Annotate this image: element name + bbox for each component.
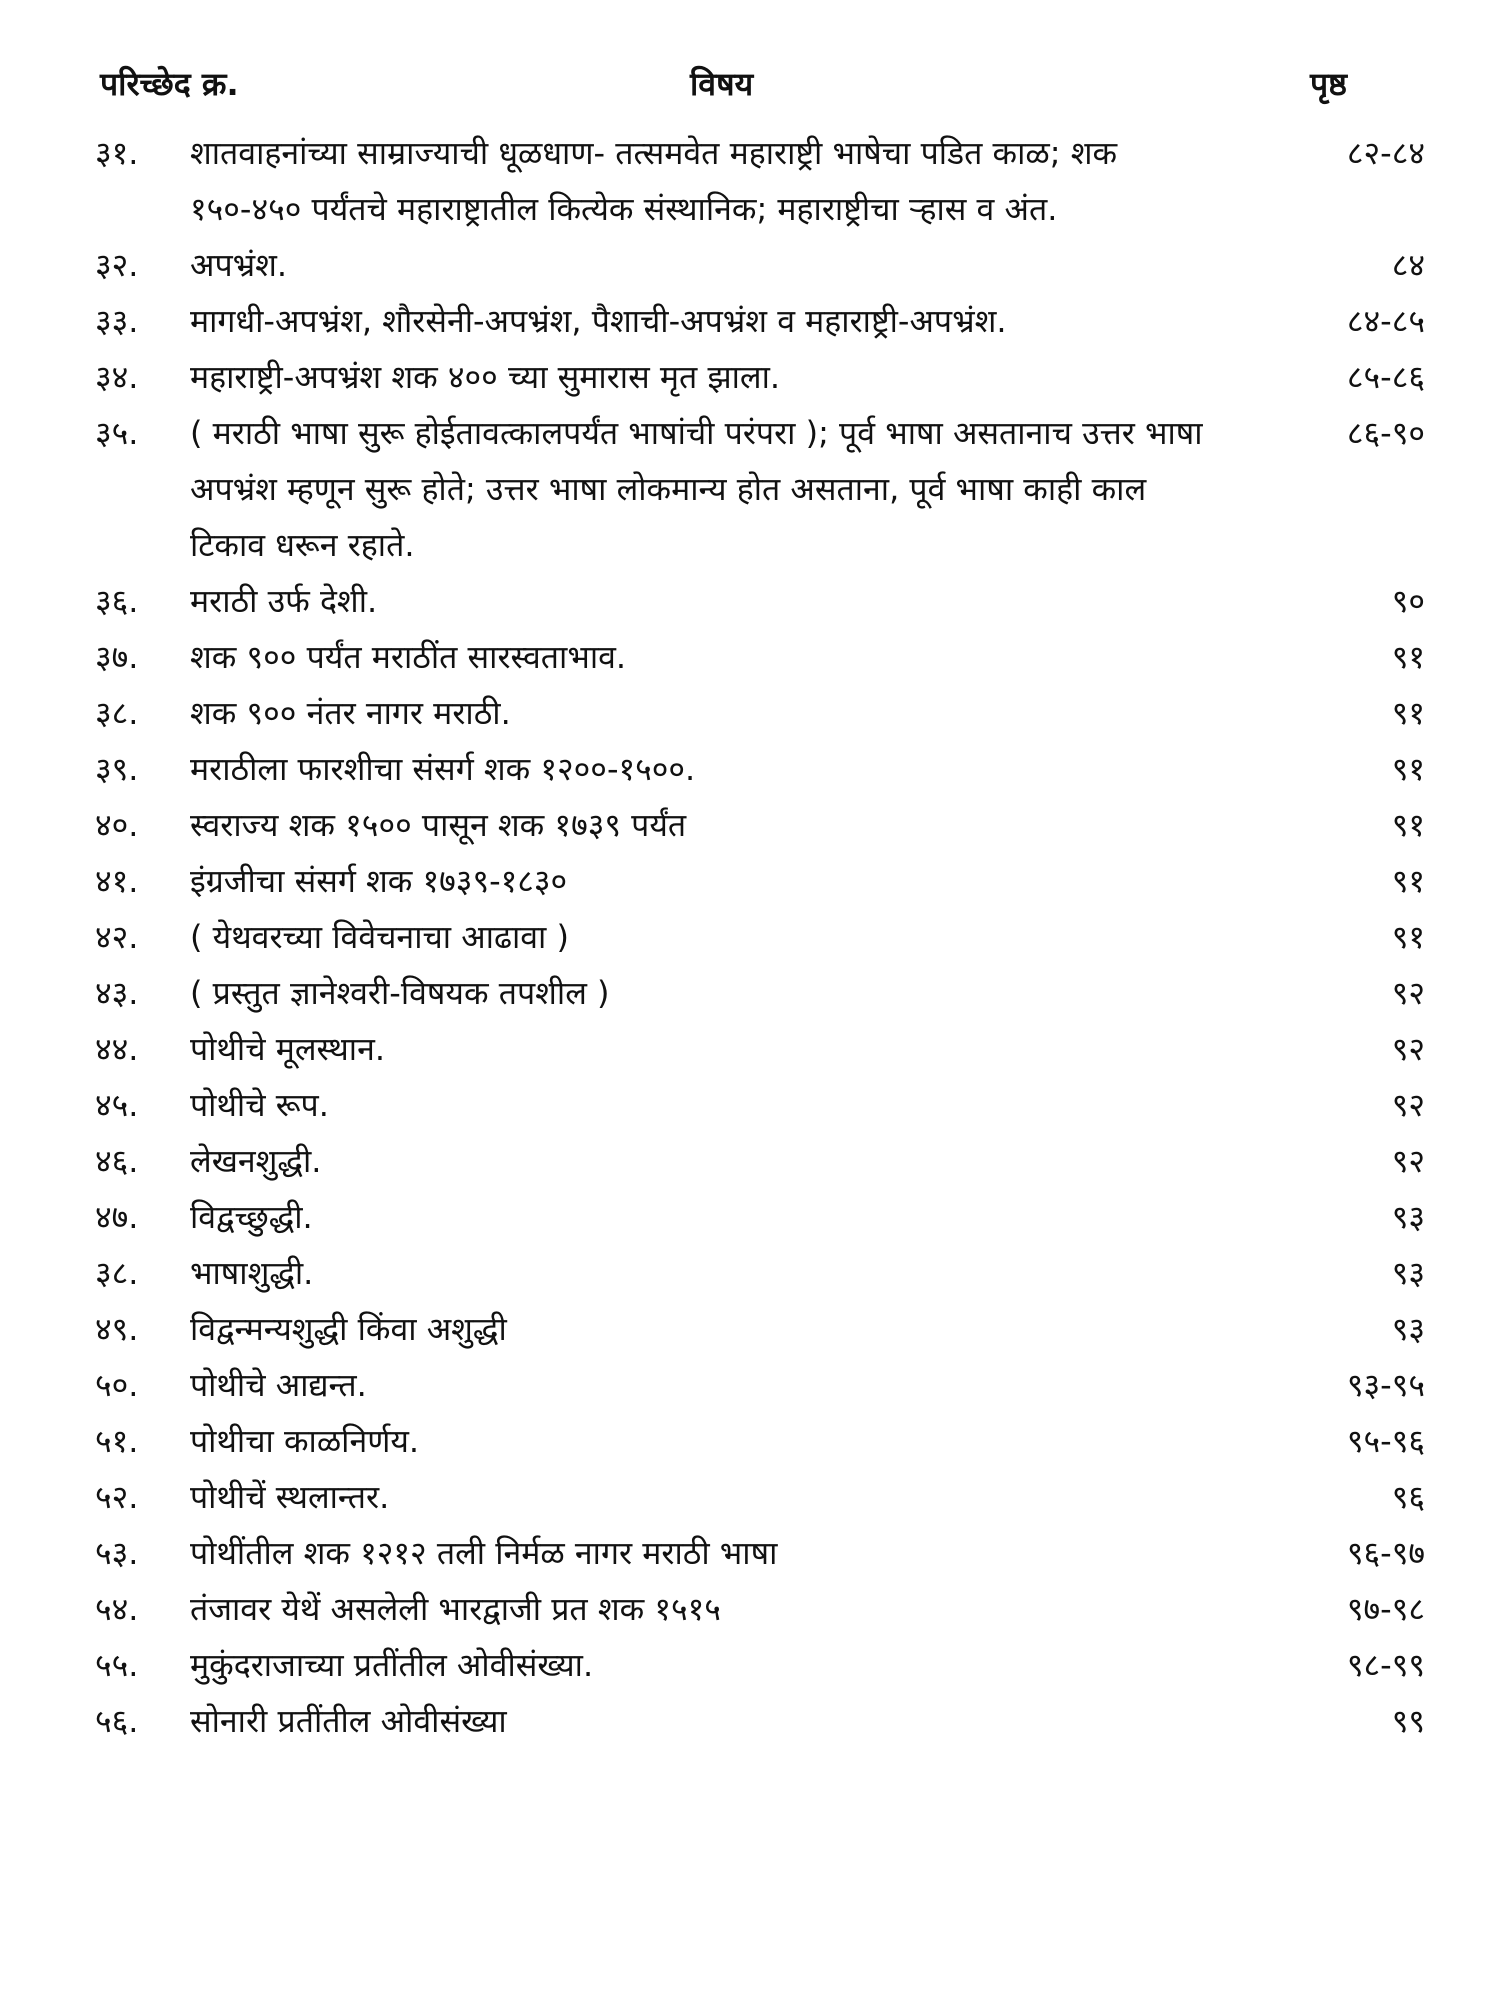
page-reference: ८२-८४ bbox=[1346, 134, 1425, 172]
page-reference: ९५-९६ bbox=[1346, 1422, 1425, 1460]
page-reference: ९३ bbox=[1391, 1198, 1425, 1236]
page-reference: ९९ bbox=[1391, 1702, 1425, 1740]
contents-entry bbox=[0, 1133, 1500, 1189]
section-subject: विद्वन्मन्यशुद्धी किंवा अशुद्धी bbox=[190, 1310, 507, 1348]
page-reference: ९१ bbox=[1391, 638, 1425, 676]
section-subject: लेखनशुद्धी. bbox=[190, 1142, 322, 1180]
section-subject: पोथीचे आद्यन्त. bbox=[190, 1366, 367, 1404]
contents-entry bbox=[0, 293, 1500, 349]
contents-entry bbox=[0, 1021, 1500, 1077]
section-number: ४२. bbox=[95, 918, 139, 956]
section-subject: शातवाहनांच्या साम्राज्याची धूळधाण- तत्समवेत महाराष्ट्री भाषेचा पडित काळ; शक १५०-४५० पर्यंतचे महाराष्ट्रातील कित्येक संस्थानिक; महाराष्ट्रीचा ऱ्हास व अंत. bbox=[190, 134, 1118, 228]
section-subject: विद्वच्छुद्धी. bbox=[190, 1198, 313, 1236]
contents-entry bbox=[0, 1693, 1500, 1749]
section-subject: ( प्रस्तुत ज्ञानेश्वरी-विषयक तपशील ) bbox=[190, 974, 610, 1012]
contents-entry bbox=[0, 1245, 1500, 1301]
page-reference: ९३ bbox=[1391, 1254, 1425, 1292]
page-reference: ९१ bbox=[1391, 806, 1425, 844]
section-subject: ( येथवरच्या विवेचनाचा आढावा ) bbox=[190, 918, 570, 956]
contents-entry bbox=[0, 1637, 1500, 1693]
section-subject: पोथीचे मूलस्थान. bbox=[190, 1030, 386, 1068]
section-subject: इंग्रजीचा संसर्ग शक १७३९-१८३० bbox=[190, 862, 568, 900]
section-number: ५१. bbox=[95, 1422, 139, 1460]
contents-list bbox=[0, 125, 1500, 1749]
section-subject: अपभ्रंश. bbox=[190, 246, 288, 284]
page-reference: ८५-८६ bbox=[1346, 358, 1425, 396]
section-number: ५०. bbox=[95, 1366, 139, 1404]
section-subject: पोथीचें स्थलान्तर. bbox=[190, 1478, 390, 1516]
page-reference: ९१ bbox=[1391, 862, 1425, 900]
section-number: ५६. bbox=[95, 1702, 139, 1740]
page-reference: ८६-९० bbox=[1346, 414, 1425, 452]
contents-entry bbox=[0, 965, 1500, 1021]
page-reference: ९१ bbox=[1391, 918, 1425, 956]
page-reference: ८४-८५ bbox=[1346, 302, 1425, 340]
contents-entry bbox=[0, 685, 1500, 741]
section-number: ४३. bbox=[95, 974, 139, 1012]
section-number: ३२. bbox=[95, 246, 139, 284]
column-header-subject: विषय bbox=[690, 65, 754, 103]
section-number: ४६. bbox=[95, 1142, 139, 1180]
page-reference: ९६ bbox=[1391, 1478, 1425, 1516]
page-reference: ९७-९८ bbox=[1346, 1590, 1425, 1628]
page-reference: ९२ bbox=[1391, 974, 1425, 1012]
section-number: ३१. bbox=[95, 134, 139, 172]
section-subject: ( मराठी भाषा सुरू होईतावत्कालपर्यंत भाषांची परंपरा ); पूर्व भाषा असतानाच उत्तर भाषा अपभ्रंश म्हणून सुरू होते; उत्तर भाषा लोकमान्य होत असताना, पूर्व भाषा काही काल टिकाव धरून रहाते. bbox=[190, 414, 1203, 564]
page-reference: ९२ bbox=[1391, 1086, 1425, 1124]
column-header-page: पृष्ठ bbox=[1310, 65, 1348, 103]
section-subject: शक ९०० पर्यंत मराठींत सारस्वताभाव. bbox=[190, 638, 627, 676]
section-subject: मराठी उर्फ देशी. bbox=[190, 582, 378, 620]
page-reference: ९३ bbox=[1391, 1310, 1425, 1348]
contents-entry bbox=[0, 1413, 1500, 1469]
section-number: ३४. bbox=[95, 358, 139, 396]
section-number: ३८. bbox=[95, 694, 139, 732]
section-number: ३३. bbox=[95, 302, 139, 340]
contents-entry bbox=[0, 1189, 1500, 1245]
section-number: ५३. bbox=[95, 1534, 139, 1572]
contents-entry bbox=[0, 405, 1500, 573]
page-reference: ९१ bbox=[1391, 750, 1425, 788]
section-number: ३८. bbox=[95, 1254, 139, 1292]
section-number: ४१. bbox=[95, 862, 139, 900]
contents-entry bbox=[0, 741, 1500, 797]
section-number: ४९. bbox=[95, 1310, 139, 1348]
page-reference: ९२ bbox=[1391, 1142, 1425, 1180]
section-subject: शक ९०० नंतर नागर मराठी. bbox=[190, 694, 511, 732]
contents-entry bbox=[0, 125, 1500, 237]
section-number: ५५. bbox=[95, 1646, 139, 1684]
contents-entry bbox=[0, 629, 1500, 685]
contents-entry bbox=[0, 1301, 1500, 1357]
page-reference: ९० bbox=[1391, 582, 1425, 620]
section-number: ३९. bbox=[95, 750, 139, 788]
contents-entry bbox=[0, 237, 1500, 293]
section-subject: सोनारी प्रतींतील ओवीसंख्या bbox=[190, 1702, 507, 1740]
column-header-section-number: परिच्छेद क्र. bbox=[100, 65, 239, 103]
contents-entry bbox=[0, 349, 1500, 405]
section-number: ४०. bbox=[95, 806, 139, 844]
contents-entry bbox=[0, 573, 1500, 629]
contents-entry bbox=[0, 797, 1500, 853]
section-subject: स्वराज्य शक १५०० पासून शक १७३९ पर्यंत bbox=[190, 806, 687, 844]
section-subject: पोथींतील शक १२१२ तली निर्मळ नागर मराठी भाषा bbox=[190, 1534, 778, 1572]
section-subject: पोथीचा काळनिर्णय. bbox=[190, 1422, 420, 1460]
contents-entry bbox=[0, 1469, 1500, 1525]
contents-entry bbox=[0, 853, 1500, 909]
section-subject: मराठीला फारशीचा संसर्ग शक १२००-१५००. bbox=[190, 750, 696, 788]
section-subject: तंजावर येथें असलेली भारद्वाजी प्रत शक १५१५ bbox=[190, 1590, 721, 1628]
section-number: ४५. bbox=[95, 1086, 139, 1124]
contents-entry bbox=[0, 1077, 1500, 1133]
section-number: ३७. bbox=[95, 638, 139, 676]
contents-entry bbox=[0, 1525, 1500, 1581]
section-number: ४७. bbox=[95, 1198, 139, 1236]
section-number: ३५. bbox=[95, 414, 139, 452]
section-number: ४४. bbox=[95, 1030, 139, 1068]
page-reference: ९२ bbox=[1391, 1030, 1425, 1068]
section-number: ५२. bbox=[95, 1478, 139, 1516]
contents-entry bbox=[0, 1357, 1500, 1413]
section-subject: महाराष्ट्री-अपभ्रंश शक ४०० च्या सुमारास मृत झाला. bbox=[190, 358, 781, 396]
page-reference: ९६-९७ bbox=[1346, 1534, 1425, 1572]
contents-entry bbox=[0, 1581, 1500, 1637]
contents-entry bbox=[0, 909, 1500, 965]
page-reference: ९३-९५ bbox=[1346, 1366, 1425, 1404]
section-subject: भाषाशुद्धी. bbox=[190, 1254, 314, 1292]
page-reference: ९१ bbox=[1391, 694, 1425, 732]
page-reference: ८४ bbox=[1391, 246, 1425, 284]
section-subject: पोथीचे रूप. bbox=[190, 1086, 329, 1124]
section-number: ३६. bbox=[95, 582, 139, 620]
section-number: ५४. bbox=[95, 1590, 139, 1628]
contents-header bbox=[0, 62, 1500, 112]
section-subject: मुकुंदराजाच्या प्रतींतील ओवीसंख्या. bbox=[190, 1646, 594, 1684]
section-subject: मागधी-अपभ्रंश, शौरसेनी-अपभ्रंश, पैशाची-अपभ्रंश व महाराष्ट्री-अपभ्रंश. bbox=[190, 302, 1007, 340]
page-reference: ९८-९९ bbox=[1346, 1646, 1425, 1684]
